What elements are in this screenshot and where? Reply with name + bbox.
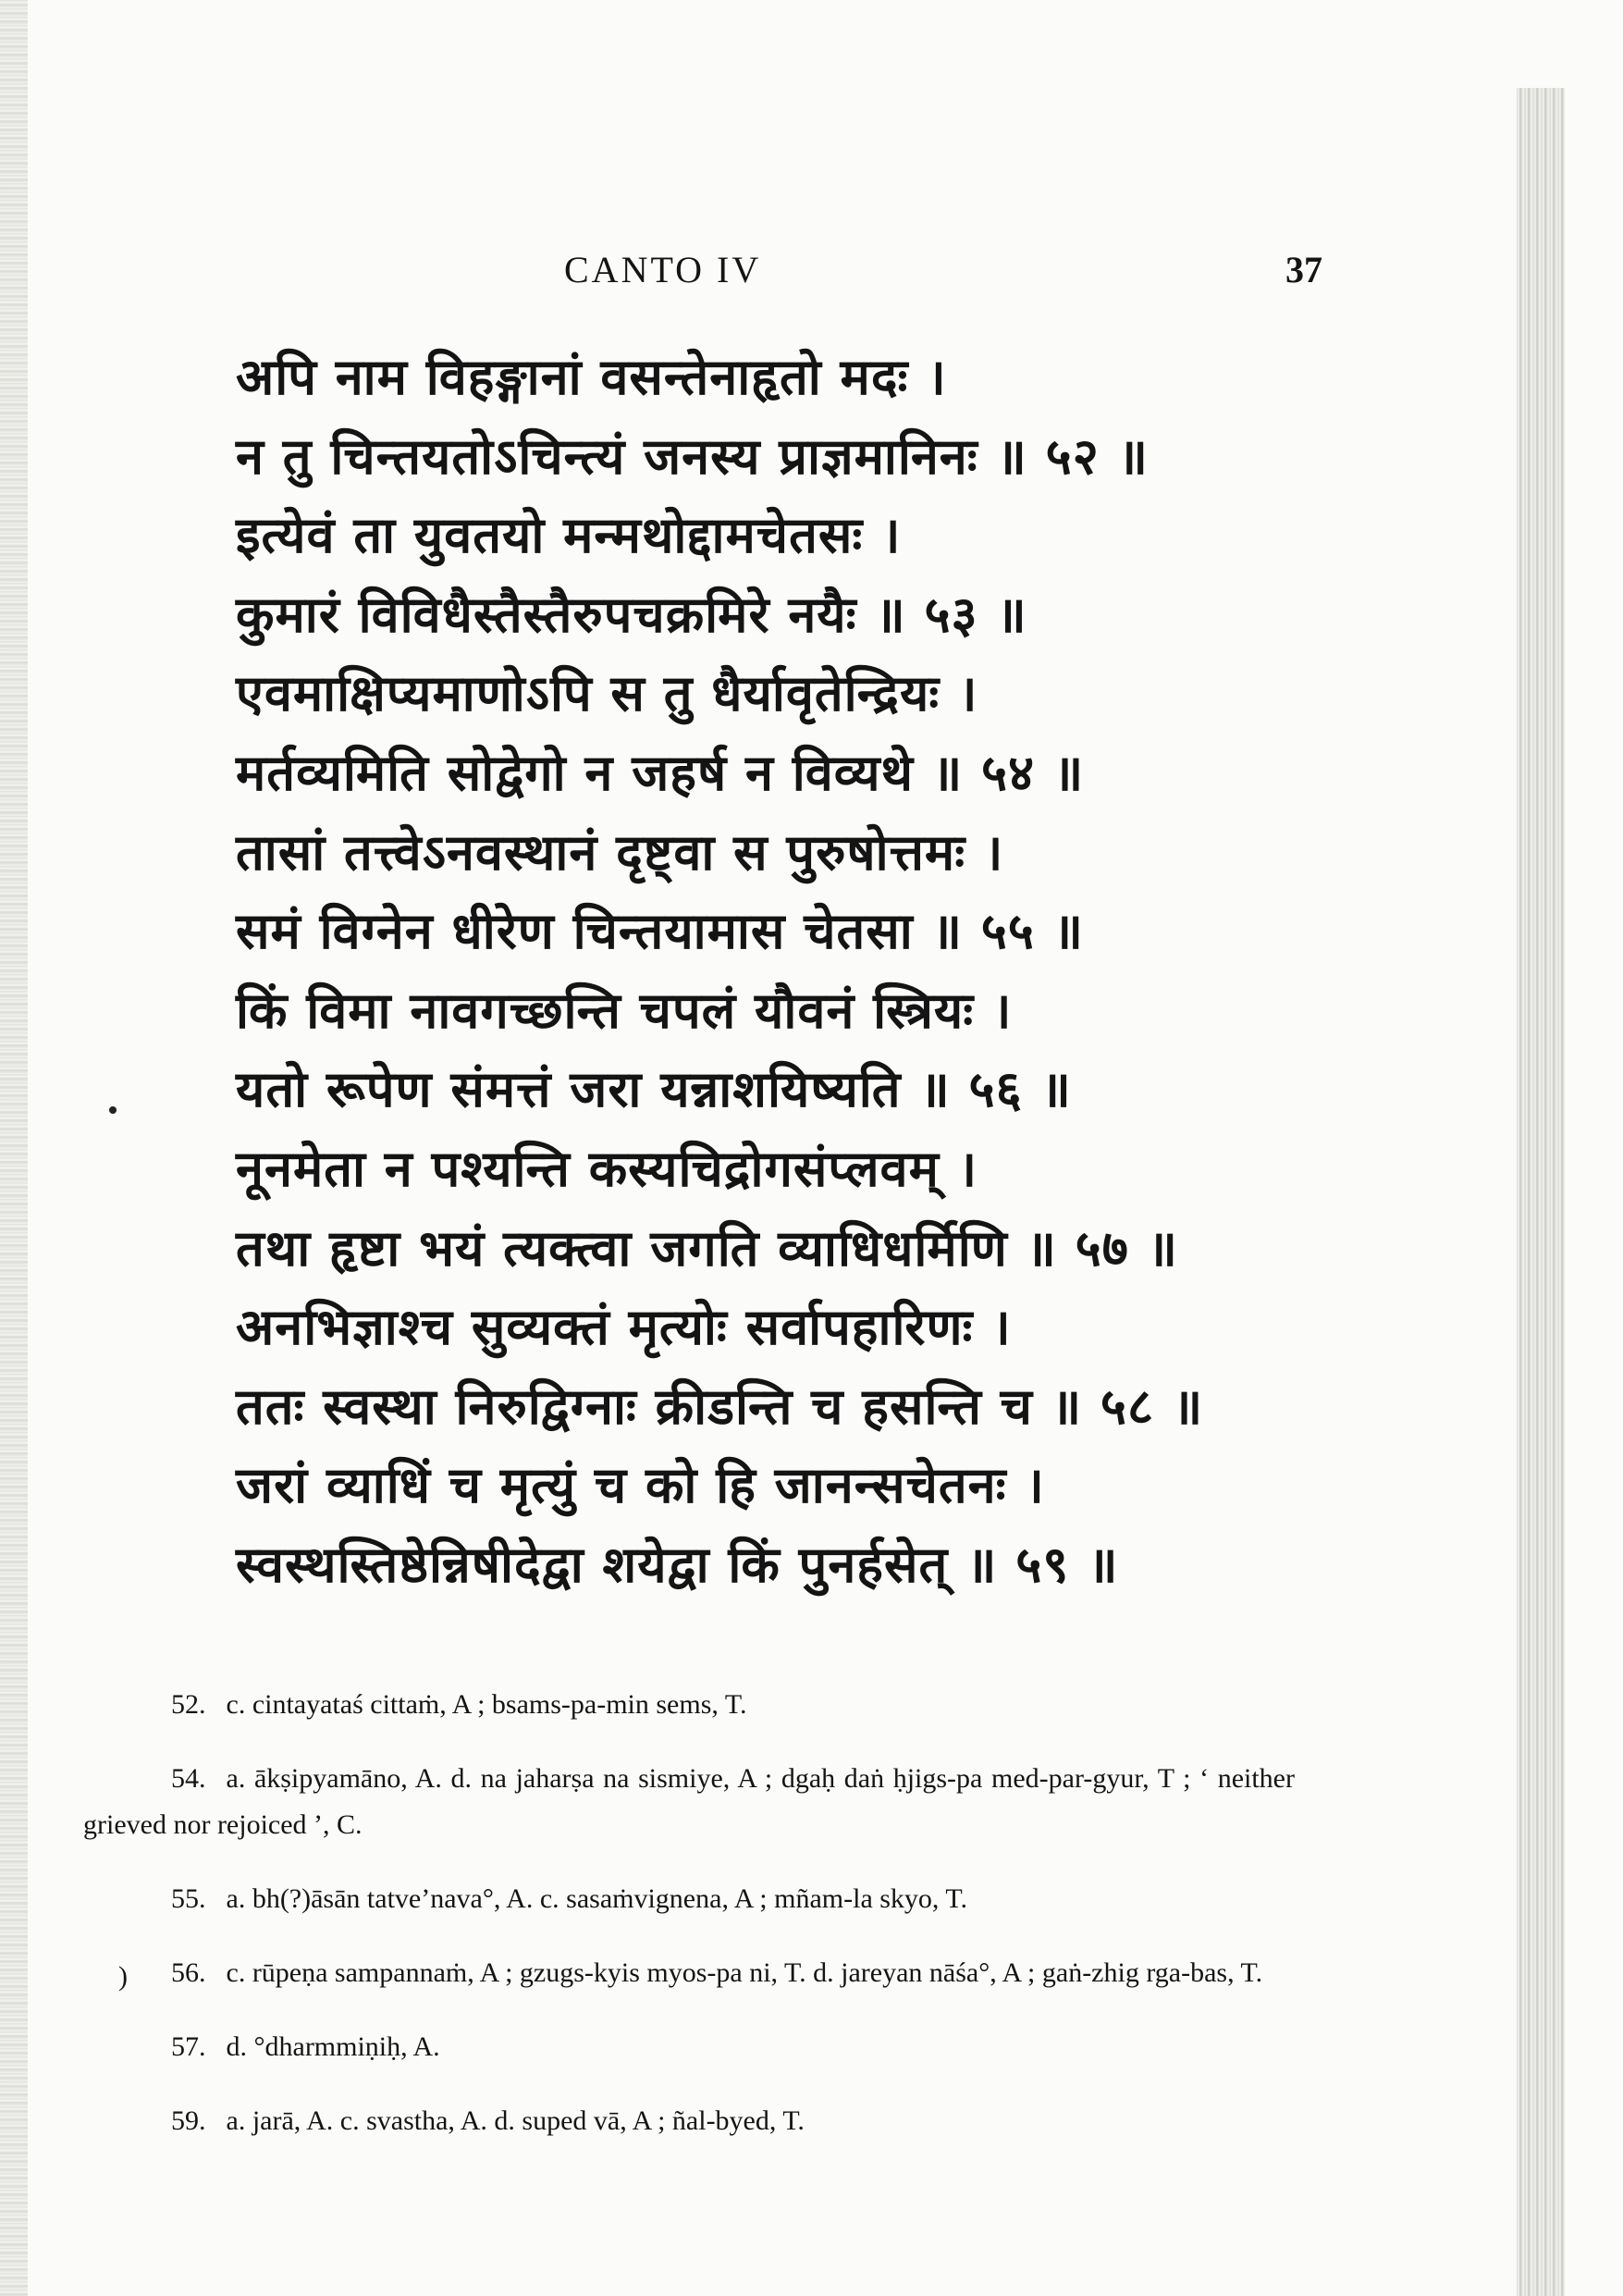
verse-line: एवमाक्षिप्यमाणोऽपि स तु धैर्यावृतेन्द्रियः । — [236, 664, 978, 723]
footnote-number: 56. — [171, 1957, 206, 1988]
footnote-text: c. rūpeṇa sampannaṁ, A ; gzugs-kyis myos-pa ni, T. d. jareyan nāśa°, A ; gaṅ-zhig rga-bas, T. — [226, 1957, 1263, 1988]
scan-right-edge — [1517, 88, 1565, 2296]
margin-bracket-mark: ) — [118, 1961, 128, 1992]
footnote — [83, 2098, 1295, 2144]
stray-ink-dot — [109, 1106, 117, 1114]
verse-line: तासां तत्त्वेऽनवस्थानं दृष्ट्वा स पुरुषोत्तमः । — [236, 822, 1004, 882]
page-header — [0, 248, 1623, 303]
footnote — [83, 1950, 1295, 1996]
verse-line: अपि नाम विहङ्गानां वसन्तेनाहृतो मदः । — [236, 348, 947, 406]
footnote-text: c. cintayataś cittaṁ, A ; bsams-pa-min sems, T. — [226, 1689, 747, 1720]
footnote-text: d. °dharmmiṇiḥ, A. — [226, 2031, 440, 2062]
verse-line: किं विमा नावगच्छन्ति चपलं यौवनं स्त्रियः । — [236, 981, 1013, 1040]
footnote-number: 59. — [171, 2105, 206, 2136]
footnote-text: a. jarā, A. c. svastha, A. d. suped vā, A ; ñal-byed, T. — [226, 2105, 805, 2136]
verse-line: ततः स्वस्था निरुद्विग्नाः क्रीडन्ति च हसन्ति च ॥ ५८ ॥ — [236, 1376, 1204, 1436]
scan-left-edge — [0, 0, 28, 2296]
verse-line: इत्येवं ता युवतयो मन्मथोद्दामचेतसः । — [236, 506, 902, 565]
footnote-text: a. ākṣipyamāno, A. d. na jaharṣa na sismiye, A ; dgaḥ daṅ ḥjigs-pa med-par-gyur, T ; ‘ neither grieved nor rejoiced ’, C. — [83, 1763, 1295, 1840]
verse-line: तथा हृष्टा भयं त्यक्त्वा जगति व्याधिधर्मिणि ॥ ५७ ॥ — [236, 1218, 1178, 1278]
footnote-number: 54. — [171, 1763, 206, 1794]
verse-line: अनभिज्ञाश्च सुव्यक्तं मृत्योः सर्वापहारिणः । — [236, 1298, 1012, 1357]
footnote — [83, 1682, 1295, 1728]
page-number: 37 — [1285, 249, 1322, 290]
verse-line: मर्तव्यमिति सोद्वेगो न जहर्ष न विव्यथे ॥ ५४ ॥ — [236, 743, 1085, 802]
verse-line: नूनमेता न पश्यन्ति कस्यचिद्रोगसंप्लवम् । — [236, 1139, 978, 1198]
verse-line: यतो रूपेण संमत्तं जरा यन्नाशयिष्यति ॥ ५६ ॥ — [236, 1060, 1072, 1119]
verse-line: न तु चिन्तयतोऽचिन्त्यं जनस्य प्राज्ञमानिनः ॥ ५२ ॥ — [236, 426, 1149, 486]
footnotes — [83, 1682, 1295, 2148]
footnote — [83, 1876, 1295, 1922]
footnote-text: a. bh(?)āsān tatve’nava°, A. c. sasaṁvignena, A ; mñam-la skyo, T. — [226, 1883, 967, 1914]
footnote — [83, 2024, 1295, 2070]
verse-line: कुमारं विविधैस्तैस्तैरुपचक्रमिरे नयैः ॥ ५३ ॥ — [236, 585, 1027, 644]
verse-line: समं विग्नेन धीरेण चिन्तयामास चेतसा ॥ ५५ ॥ — [236, 902, 1085, 961]
footnote — [83, 1756, 1295, 1848]
footnote-number: 57. — [171, 2031, 206, 2062]
verse-line: स्वस्थस्तिष्ठेन्निषीदेद्वा शयेद्वा किं पुनर्हसेत् ॥ ५९ ॥ — [236, 1535, 1119, 1594]
footnote-number: 52. — [171, 1689, 206, 1720]
footnote-number: 55. — [171, 1883, 206, 1914]
verse-line: जरां व्याधिं च मृत्युं च को हि जानन्सचेतनः । — [236, 1456, 1045, 1515]
running-title: CANTO IV — [564, 249, 762, 290]
verse-block — [236, 340, 1392, 1608]
